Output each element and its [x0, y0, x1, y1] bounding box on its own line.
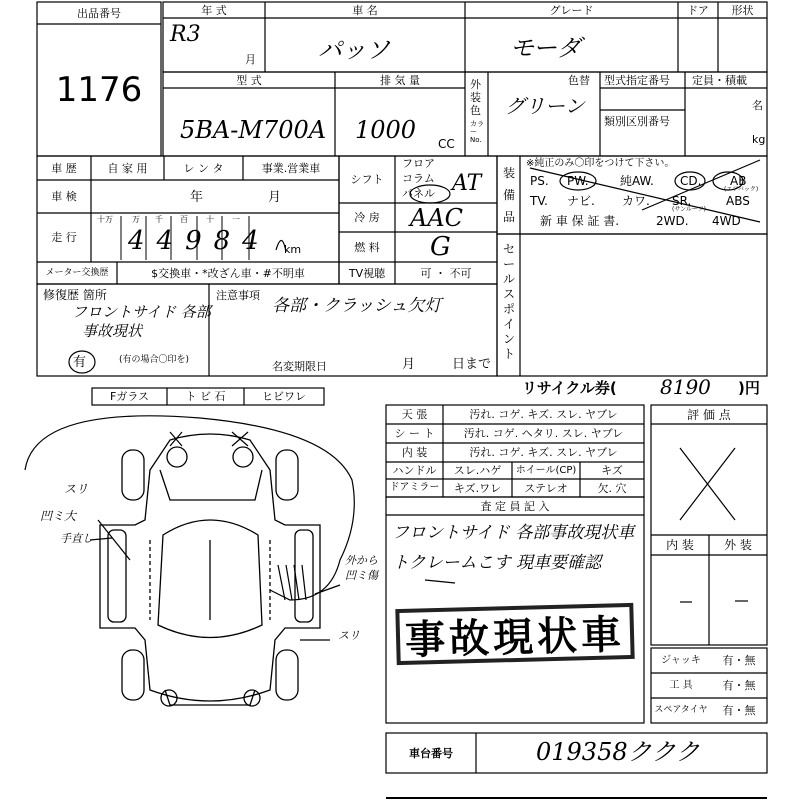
digit-label-1: 一	[232, 215, 240, 224]
shift-floor: フロア	[402, 157, 435, 170]
repair-value-1: フロントサイド 各部	[72, 303, 211, 321]
digit-label-10: 十	[206, 215, 214, 224]
fuel-value: G	[430, 232, 451, 262]
grade-label: グレード	[549, 3, 594, 17]
tv-label: TV視聴	[348, 266, 386, 280]
wheel-label: ホイール(CP)	[515, 464, 577, 476]
usage-private: 自 家 用	[107, 161, 148, 175]
year-label: 年 式	[201, 3, 227, 17]
diagram-note-left-1: スリ	[64, 482, 89, 496]
equip-4wd: 4WD	[712, 214, 741, 228]
class-label: 類別区別番号	[604, 115, 670, 128]
equip-abs: ABS	[726, 194, 750, 208]
diagram-note-right-1: 外から	[345, 554, 378, 567]
equip-2wd: 2WD.	[656, 214, 689, 228]
tool-spare-label: スペアタイヤ	[654, 705, 708, 715]
equip-kawa: カワ.	[622, 194, 650, 208]
displacement-label: 排 気 量	[380, 73, 420, 87]
inspector-line-2: トクレームこす 現車要確認	[392, 553, 602, 573]
notes-value: 各部・クラッシュ欠灯	[272, 296, 442, 316]
shift-label: シフト	[350, 173, 384, 186]
handle-options: スレ.ハゲ	[453, 464, 502, 477]
shift-value: AT	[452, 171, 482, 196]
inspection-month-unit: 月	[268, 190, 282, 205]
repair-label: 修復歴 箇所	[43, 288, 107, 302]
equip-tv: TV.	[530, 194, 548, 208]
displacement-unit: CC	[438, 137, 455, 151]
tool-kit-value: 有・無	[722, 679, 756, 692]
tv-value: 可 ・ 不可	[420, 266, 472, 280]
chassis-label: 車台番号	[409, 746, 453, 760]
digit-label-10k: 万	[132, 215, 140, 224]
tool-jack-value: 有・無	[722, 654, 756, 667]
lot-number: 1176	[55, 70, 143, 110]
equip-cd: CD.	[680, 174, 702, 188]
name-change-month: 月	[402, 357, 416, 372]
notes-label: 注意事項	[216, 289, 260, 302]
eval-interior-label: 内 装	[666, 538, 694, 552]
type-code-label: 型式指定番号	[604, 74, 670, 87]
equip-sr-sub: (サンルーフ)	[672, 206, 706, 213]
glass-chip: ト ビ 石	[185, 390, 226, 403]
grade-value: モーダ	[510, 34, 582, 62]
equip-navi: ナビ.	[567, 194, 595, 208]
tool-spare-value: 有・無	[722, 704, 756, 717]
mileage-unit: km	[284, 243, 302, 256]
accident-stamp: 事故現状車	[395, 603, 634, 665]
equip-ab-sub: (エアバック)	[724, 186, 759, 193]
repair-value-2: 事故現状	[82, 322, 143, 340]
equip-ps: PS.	[530, 174, 549, 188]
mirror-options: キズ.ワレ	[453, 481, 502, 495]
mileage-label: 走 行	[51, 231, 77, 244]
inspector-line-1: フロントサイド 各部事故現状車	[392, 523, 635, 543]
tool-kit-label: 工 具	[669, 679, 693, 691]
digit-label-1k: 千	[155, 215, 163, 224]
glass-front: Fガラス	[110, 390, 149, 403]
equip-warranty: 新 車 保 証 書.	[540, 214, 620, 228]
repair-hint: (有の場合〇印を)	[119, 355, 190, 365]
equip-sr: SR.	[672, 194, 692, 208]
usage-business: 事業.営業車	[261, 161, 321, 175]
handle-label: ハンドル	[392, 464, 437, 477]
equipment-note: ※純正のみ〇印をつけて下さい。	[526, 158, 675, 169]
body-label: 形状	[731, 3, 754, 17]
interior-row-options-0: 汚れ. コゲ. キズ. スレ. ヤブレ	[469, 408, 618, 421]
lot-label: 出品番号	[77, 6, 121, 20]
color-side-label: 外装色	[470, 78, 481, 117]
mirror-label: ドアミラー	[389, 482, 440, 493]
recycle-value: 8190	[660, 375, 711, 399]
meter-label: メーター交換歴	[45, 267, 109, 278]
inspection-year-unit: 年	[190, 190, 204, 205]
recycle-label: リサイクル券(	[522, 379, 617, 397]
name-change-label: 名変期限日	[272, 360, 327, 373]
usage-label: 車 歴	[51, 161, 77, 175]
digit-label-100: 百	[180, 215, 188, 224]
inspection-label: 車 検	[51, 190, 77, 203]
diagram-note-right-2: 凹ミ傷	[345, 569, 378, 582]
inspector-label: 査 定 員 記 入	[480, 499, 550, 513]
eval-exterior-label: 外 装	[724, 538, 752, 552]
diagram-note-left-3: 手直し	[60, 532, 93, 545]
repaint-label: 色替	[568, 74, 590, 87]
name-change-day: 日まで	[452, 357, 492, 372]
model-label: 型 式	[236, 73, 262, 87]
ac-value: AAC	[410, 204, 464, 232]
recycle-suffix: )円	[738, 379, 760, 397]
equipment-side-label: 装備品	[503, 166, 516, 224]
interior-row-options-2: 汚れ. コゲ. キズ. スレ. ヤブレ	[469, 446, 618, 459]
shift-panel: パネル	[402, 187, 435, 200]
stereo-value: 欠. 穴	[597, 481, 627, 495]
digit-label-100k: 十万	[97, 215, 113, 224]
repair-has-mark: 有	[73, 355, 87, 370]
chassis-value: 019358ククク	[536, 738, 700, 766]
fuel-label: 燃 料	[354, 240, 380, 254]
interior-row-options-1: 汚れ. コゲ. ヘタリ. スレ. ヤブレ	[463, 427, 624, 440]
glass-crack: ヒビワレ	[262, 390, 306, 403]
displacement-value: 1000	[355, 116, 417, 144]
month-unit: 月	[245, 53, 256, 66]
mileage-value: 44984	[128, 226, 271, 256]
door-label: ドア	[687, 3, 709, 17]
model-value: 5BA-M700A	[180, 116, 327, 144]
interior-row-label-2: 内 装	[401, 446, 428, 459]
color-side-sub: カラーNo.	[470, 120, 484, 144]
meter-options: $交換車・*改ざん車・#不明車	[151, 266, 305, 280]
capacity-persons-unit: 名	[752, 99, 763, 112]
year-value: R3	[170, 22, 201, 47]
diagram-note-right-3: スリ	[338, 629, 360, 642]
stereo-label: ステレオ	[524, 481, 568, 495]
capacity-label: 定員・積載	[692, 74, 747, 87]
equip-aw: 純AW.	[620, 174, 654, 188]
car-name-value: パッソ	[318, 36, 390, 64]
color-value: グリーン	[505, 94, 585, 118]
evaluation-label: 評 価 点	[687, 407, 731, 422]
shift-column: コラム	[402, 172, 435, 185]
interior-row-label-0: 天 張	[401, 408, 428, 421]
equip-ab: AB	[730, 174, 747, 188]
capacity-kg-unit: kg	[752, 133, 766, 146]
ac-label: 冷 房	[354, 211, 380, 224]
equip-pw: PW.	[567, 174, 589, 188]
usage-rental: レ ン タ	[183, 161, 224, 175]
interior-row-label-1: シ ー ト	[394, 427, 435, 440]
diagram-note-left-2: 凹ミ大	[40, 509, 77, 523]
sales-point-label: セールスポイント	[503, 242, 516, 361]
tool-jack-label: ジャッキ	[661, 654, 701, 666]
car-label: 車 名	[352, 3, 378, 17]
wheel-value: キズ	[601, 464, 623, 477]
